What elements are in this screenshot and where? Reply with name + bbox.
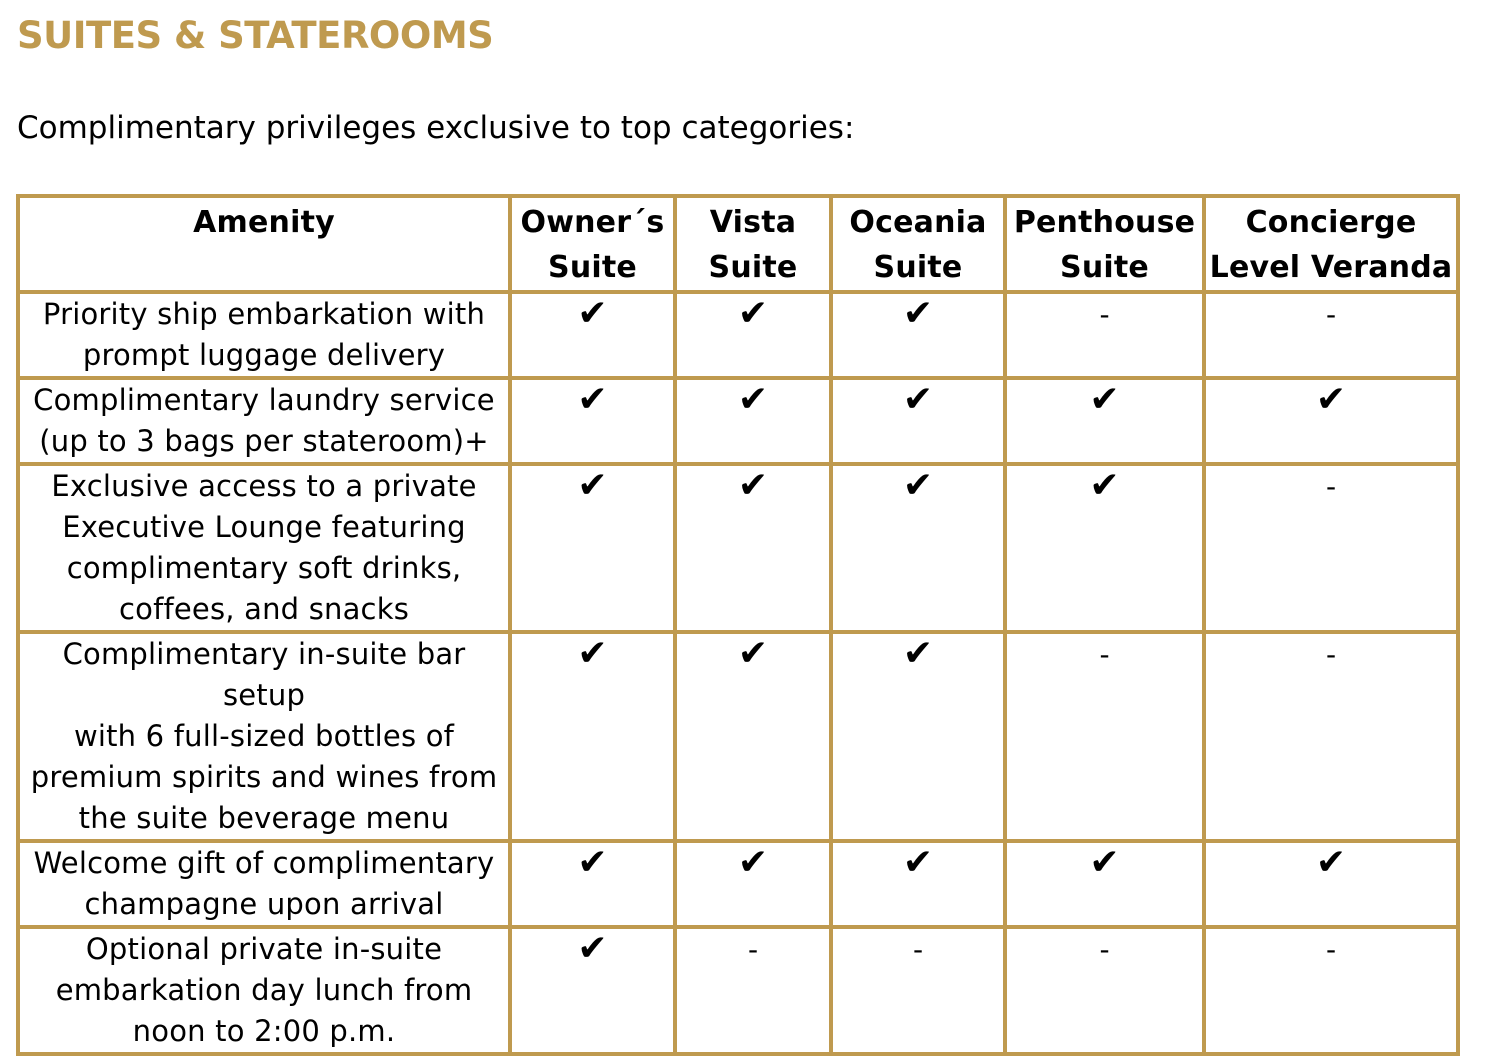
header-penthouse-suite [1005, 196, 1204, 292]
checkmark-icon: ✔ [902, 293, 934, 334]
amenity-text-line: Welcome gift of complimentary [33, 846, 495, 880]
oceania-suite-cell [831, 292, 1005, 378]
oceania-suite-cell [831, 927, 1005, 1054]
checkmark-icon: ✔ [902, 379, 934, 420]
checkmark-icon: ✔ [1089, 379, 1120, 420]
checkmark-icon: ✔ [737, 842, 769, 883]
amenity-text-line: prompt luggage delivery [82, 338, 446, 372]
vista-suite-cell [675, 292, 831, 378]
dash-mark: - [1099, 638, 1110, 671]
oceania-suite-cell [831, 841, 1005, 927]
table-header-row [18, 196, 1458, 292]
amenity-text-line: Priority ship embarkation with [42, 297, 486, 331]
oceania-suite-cell [831, 632, 1005, 841]
penthouse-suite-cell [1005, 292, 1204, 378]
concierge-veranda-cell [1204, 927, 1458, 1054]
amenity-text-line: Complimentary in-suite bar setup [62, 637, 466, 712]
checkmark-icon: ✔ [902, 842, 934, 883]
penthouse-suite-cell [1005, 927, 1204, 1054]
header-concierge-veranda-line1: Concierge [1245, 205, 1417, 240]
header-owners-suite-line2: Suite [548, 250, 637, 285]
amenity-cell [18, 292, 510, 378]
checkmark-icon: ✔ [577, 928, 608, 969]
header-vista-suite [675, 196, 831, 292]
concierge-veranda-cell [1204, 464, 1458, 632]
amenity-text-line: embarkation day lunch from [55, 973, 473, 1007]
penthouse-suite-cell [1005, 378, 1204, 464]
table-row [18, 378, 1458, 464]
amenity-text-line: premium spirits and wines from [30, 760, 498, 794]
amenity-text-line: (up to 3 bags per stateroom)+ [39, 424, 489, 458]
checkmark-icon: ✔ [577, 465, 608, 506]
checkmark-icon: ✔ [902, 465, 934, 506]
concierge-veranda-cell [1204, 841, 1458, 927]
concierge-veranda-cell [1204, 632, 1458, 841]
checkmark-icon: ✔ [577, 633, 608, 674]
owners-suite-cell [510, 632, 675, 841]
header-oceania-suite-line1: Oceania [849, 205, 987, 240]
header-oceania-suite [831, 196, 1005, 292]
penthouse-suite-cell [1005, 632, 1204, 841]
amenity-text-line: with 6 full-sized bottles of [73, 719, 455, 753]
amenity-cell [18, 841, 510, 927]
table-row [18, 292, 1458, 378]
owners-suite-cell [510, 841, 675, 927]
owners-suite-cell [510, 378, 675, 464]
vista-suite-cell [675, 464, 831, 632]
page-subtitle: Complimentary privileges exclusive to top categories: [17, 110, 855, 146]
checkmark-icon: ✔ [737, 379, 769, 420]
amenities-comparison-table [16, 194, 1460, 1056]
amenity-text-line: Complimentary laundry service [33, 383, 495, 417]
dash-mark: - [1325, 638, 1337, 671]
amenity-text-line: coffees, and snacks [118, 592, 410, 626]
dash-mark: - [1325, 470, 1337, 503]
checkmark-icon: ✔ [737, 633, 769, 674]
checkmark-icon: ✔ [577, 842, 608, 883]
header-vista-suite-line1: Vista [709, 205, 797, 240]
dash-mark: - [1099, 298, 1110, 331]
table-row [18, 464, 1458, 632]
checkmark-icon: ✔ [1315, 379, 1347, 420]
dash-mark: - [747, 933, 759, 966]
header-amenity [18, 196, 510, 292]
vista-suite-cell [675, 841, 831, 927]
amenity-text-line: Optional private in-suite [85, 932, 443, 966]
amenity-text-line: complimentary soft drinks, [66, 551, 462, 585]
checkmark-icon: ✔ [577, 379, 608, 420]
dash-mark: - [1325, 933, 1337, 966]
concierge-veranda-cell [1204, 292, 1458, 378]
checkmark-icon: ✔ [1315, 842, 1347, 883]
header-vista-suite-line2: Suite [708, 250, 798, 285]
checkmark-icon: ✔ [577, 293, 608, 334]
penthouse-suite-cell [1005, 464, 1204, 632]
oceania-suite-cell [831, 378, 1005, 464]
checkmark-icon: ✔ [902, 633, 934, 674]
vista-suite-cell [675, 632, 831, 841]
checkmark-icon: ✔ [737, 465, 769, 506]
header-penthouse-suite-line1: Penthouse [1013, 205, 1196, 240]
header-concierge-veranda-line2: Level Veranda [1209, 250, 1453, 285]
amenity-text-line: the suite beverage menu [78, 801, 450, 835]
dash-mark: - [1325, 298, 1337, 331]
amenity-cell [18, 378, 510, 464]
header-concierge-veranda [1204, 196, 1458, 292]
header-oceania-suite-line2: Suite [873, 250, 963, 285]
vista-suite-cell [675, 927, 831, 1054]
header-owners-suite-line1: Owner´s [520, 205, 665, 240]
amenity-cell [18, 927, 510, 1054]
header-penthouse-suite-line2: Suite [1060, 250, 1149, 285]
page-title: SUITES & STATEROOMS [17, 14, 494, 57]
amenity-cell [18, 632, 510, 841]
header-amenity-label: Amenity [193, 205, 335, 240]
amenity-text-line: Exclusive access to a private [51, 469, 477, 503]
amenity-cell [18, 464, 510, 632]
owners-suite-cell [510, 464, 675, 632]
owners-suite-cell [510, 292, 675, 378]
vista-suite-cell [675, 378, 831, 464]
amenity-text-line: noon to 2:00 p.m. [132, 1014, 396, 1048]
amenity-text-line: Executive Lounge featuring [62, 510, 466, 544]
table-row [18, 841, 1458, 927]
checkmark-icon: ✔ [1089, 842, 1120, 883]
checkmark-icon: ✔ [737, 293, 769, 334]
checkmark-icon: ✔ [1089, 465, 1120, 506]
oceania-suite-cell [831, 464, 1005, 632]
amenity-text-line: champagne upon arrival [84, 887, 444, 921]
table-row [18, 927, 1458, 1054]
owners-suite-cell [510, 927, 675, 1054]
dash-mark: - [912, 933, 924, 966]
concierge-veranda-cell [1204, 378, 1458, 464]
dash-mark: - [1099, 933, 1110, 966]
table-row [18, 632, 1458, 841]
penthouse-suite-cell [1005, 841, 1204, 927]
header-owners-suite [510, 196, 675, 292]
